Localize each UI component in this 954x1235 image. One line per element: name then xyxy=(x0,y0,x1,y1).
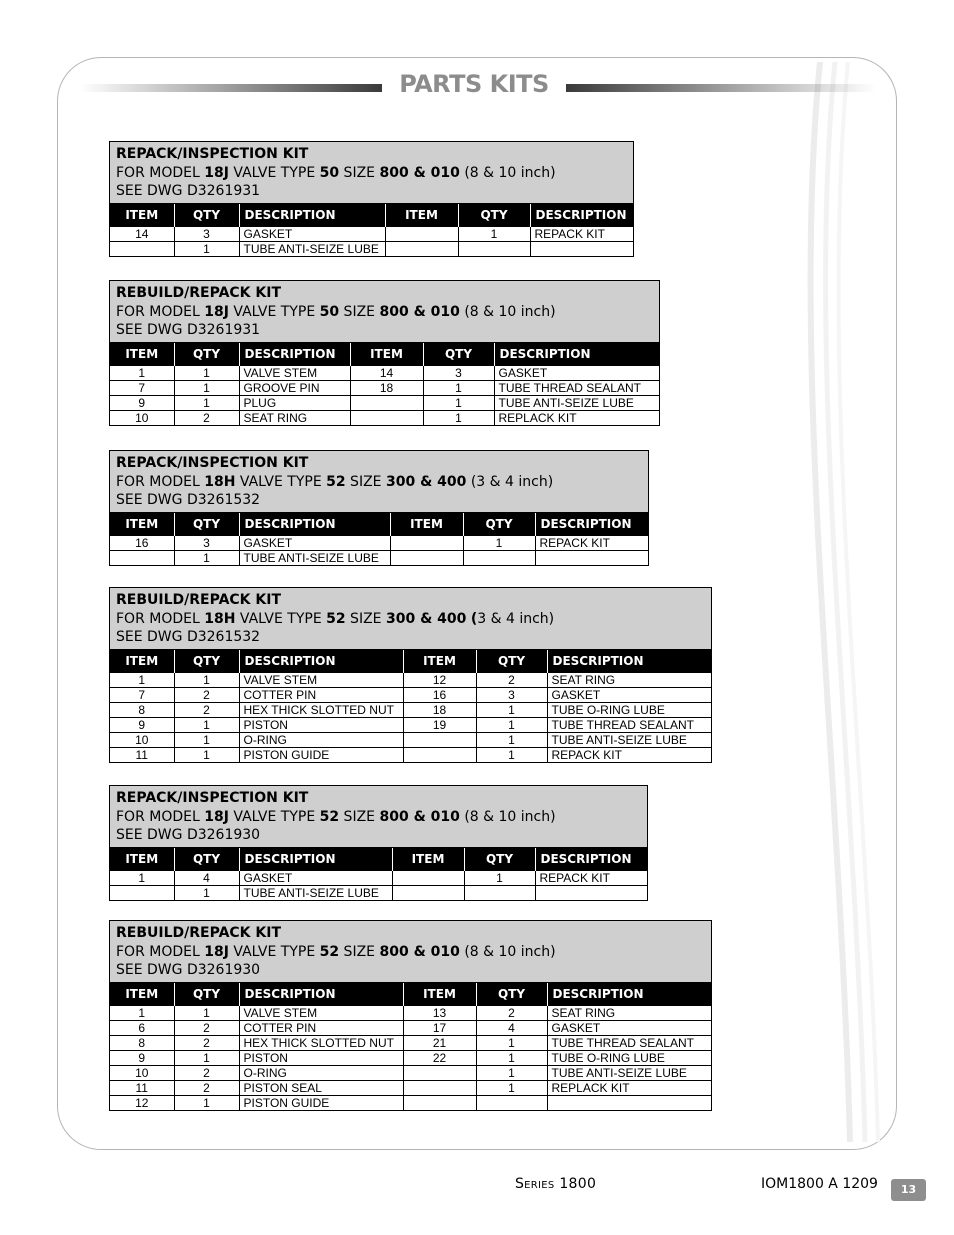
table-cell: TUBE O-RING LUBE xyxy=(547,702,711,717)
column-header: QTY xyxy=(476,650,547,673)
table-row xyxy=(110,550,648,565)
footer-document-number: IOM1800 A 1209 xyxy=(761,1176,878,1192)
table-cell: 1 xyxy=(476,702,547,717)
table-cell: REPACK KIT xyxy=(535,535,648,550)
table-row xyxy=(110,1020,711,1035)
table-cell: VALVE STEM xyxy=(239,672,403,687)
column-header: ITEM xyxy=(390,513,463,536)
table-cell: 19 xyxy=(403,717,476,732)
column-header: DESCRIPTION xyxy=(239,650,403,673)
table-cell: GASKET xyxy=(547,1020,711,1035)
table-cell: 1 xyxy=(423,410,494,425)
table-cell: TUBE ANTI-SEIZE LUBE xyxy=(239,885,392,900)
table-cell: 1 xyxy=(423,380,494,395)
column-header: ITEM xyxy=(110,204,174,227)
table-cell: 3 xyxy=(476,687,547,702)
kit-size-note: (8 & 10 inch) xyxy=(464,164,556,181)
table-cell xyxy=(535,550,648,565)
table-cell xyxy=(476,1095,547,1110)
parts-table xyxy=(110,848,647,900)
kit-model-line: FOR MODEL 18H VALVE TYPE 52 SIZE 300 & 400 (3 & 4 inch) xyxy=(116,610,555,627)
column-header: QTY xyxy=(476,983,547,1006)
table-cell: PLUG xyxy=(239,395,350,410)
table-cell: REPLACK KIT xyxy=(494,410,659,425)
parts-table xyxy=(110,650,711,762)
table-cell xyxy=(110,241,174,256)
table-cell xyxy=(385,241,458,256)
table-cell: 4 xyxy=(174,870,239,885)
table-cell: 7 xyxy=(110,687,174,702)
table-cell: TUBE ANTI-SEIZE LUBE xyxy=(494,395,659,410)
column-header: ITEM xyxy=(392,848,464,871)
table-cell: 1 xyxy=(476,717,547,732)
table-cell: 1 xyxy=(174,395,239,410)
kit-valve-type: 52 xyxy=(326,473,346,490)
table-cell: 2 xyxy=(174,1035,239,1050)
table-cell: TUBE THREAD SEALANT xyxy=(547,1035,711,1050)
column-header: QTY xyxy=(464,848,535,871)
column-header: DESCRIPTION xyxy=(239,343,350,366)
column-header: DESCRIPTION xyxy=(239,983,403,1006)
table-cell: 22 xyxy=(403,1050,476,1065)
kit-valve-type: 52 xyxy=(319,943,340,960)
table-cell: GASKET xyxy=(239,535,390,550)
table-cell: GASKET xyxy=(547,687,711,702)
kit-size: 300 & 400 xyxy=(385,473,467,490)
kit-header xyxy=(110,786,647,848)
kit-size: 800 & 010 xyxy=(379,164,460,181)
kit-valve-type: 52 xyxy=(326,610,346,627)
column-header: ITEM xyxy=(110,650,174,673)
table-cell: 1 xyxy=(476,1080,547,1095)
kit-size: 800 & 010 xyxy=(379,808,460,825)
table-cell: 10 xyxy=(110,1065,174,1080)
column-header: DESCRIPTION xyxy=(547,983,711,1006)
table-cell: 1 xyxy=(458,226,530,241)
table-cell: 2 xyxy=(174,687,239,702)
table-cell xyxy=(392,870,464,885)
table-cell: TUBE ANTI-SEIZE LUBE xyxy=(547,732,711,747)
kit-drawing-ref: SEE DWG D3261931 xyxy=(116,183,261,200)
table-cell: 1 xyxy=(174,550,239,565)
table-cell: TUBE THREAD SEALANT xyxy=(547,717,711,732)
table-cell: 7 xyxy=(110,380,174,395)
parts-table xyxy=(110,983,711,1110)
kit-size-paren: ( xyxy=(470,610,478,627)
kit-header xyxy=(110,921,711,983)
table-row xyxy=(110,365,659,380)
table-cell xyxy=(403,1095,476,1110)
column-header: QTY xyxy=(458,204,530,227)
column-header: DESCRIPTION xyxy=(239,513,390,536)
column-header: ITEM xyxy=(110,848,174,871)
table-cell: 9 xyxy=(110,395,174,410)
column-header: QTY xyxy=(174,650,239,673)
table-cell: COTTER PIN xyxy=(239,1020,403,1035)
kit-model: 18J xyxy=(204,164,229,181)
kit-title: REPACK/INSPECTION KIT xyxy=(116,146,309,162)
table-cell: 1 xyxy=(476,747,547,762)
table-cell: 11 xyxy=(110,1080,174,1095)
column-header: QTY xyxy=(174,983,239,1006)
table-cell: GASKET xyxy=(239,226,385,241)
table-cell xyxy=(385,226,458,241)
table-cell: 1 xyxy=(476,1065,547,1080)
table-row xyxy=(110,1005,711,1020)
table-cell: O-RING xyxy=(239,732,403,747)
table-cell: 1 xyxy=(174,717,239,732)
table-cell: 1 xyxy=(174,672,239,687)
column-header: ITEM xyxy=(110,513,174,536)
table-cell: 14 xyxy=(110,226,174,241)
column-header: ITEM xyxy=(110,983,174,1006)
kit-model: 18H xyxy=(204,610,236,627)
kit-header xyxy=(110,281,659,343)
table-cell: 12 xyxy=(403,672,476,687)
table-cell: 9 xyxy=(110,717,174,732)
table-row xyxy=(110,1065,711,1080)
table-cell: 9 xyxy=(110,1050,174,1065)
table-cell: 1 xyxy=(174,1095,239,1110)
table-cell xyxy=(350,410,423,425)
column-header: DESCRIPTION xyxy=(239,848,392,871)
kit-rebuild-repack-18j-52 xyxy=(109,920,712,1111)
kit-header xyxy=(110,142,633,204)
table-cell: 12 xyxy=(110,1095,174,1110)
table-cell: SEAT RING xyxy=(547,672,711,687)
table-cell: 2 xyxy=(174,1080,239,1095)
table-row xyxy=(110,1050,711,1065)
table-cell: 16 xyxy=(110,535,174,550)
table-cell: 1 xyxy=(110,870,174,885)
table-row xyxy=(110,395,659,410)
table-cell: 11 xyxy=(110,747,174,762)
table-row xyxy=(110,1080,711,1095)
kit-model: 18H xyxy=(204,473,236,490)
column-header: QTY xyxy=(174,204,239,227)
table-cell: PISTON GUIDE xyxy=(239,747,403,762)
table-row xyxy=(110,870,647,885)
table-cell xyxy=(530,241,633,256)
table-cell xyxy=(535,885,647,900)
table-cell: 1 xyxy=(174,380,239,395)
table-row xyxy=(110,885,647,900)
table-cell xyxy=(463,550,535,565)
table-row xyxy=(110,732,711,747)
column-header: QTY xyxy=(174,513,239,536)
kit-model-line: FOR MODEL 18J VALVE TYPE 52 SIZE 800 & 010 (8 & 10 inch) xyxy=(116,808,556,825)
table-cell: TUBE ANTI-SEIZE LUBE xyxy=(239,550,390,565)
table-cell: 10 xyxy=(110,732,174,747)
table-cell: 14 xyxy=(350,365,423,380)
table-cell xyxy=(390,535,463,550)
table-cell: VALVE STEM xyxy=(239,1005,403,1020)
table-cell: 1 xyxy=(463,535,535,550)
table-cell: 4 xyxy=(476,1020,547,1035)
table-cell: 18 xyxy=(350,380,423,395)
table-cell: 10 xyxy=(110,410,174,425)
kit-rebuild-repack-18j-50 xyxy=(109,280,660,426)
table-cell: VALVE STEM xyxy=(239,365,350,380)
table-cell: 18 xyxy=(403,702,476,717)
kit-title: REBUILD/REPACK KIT xyxy=(116,925,282,941)
kit-model: 18J xyxy=(204,808,229,825)
kit-model: 18J xyxy=(204,943,229,960)
table-cell: 2 xyxy=(476,1005,547,1020)
column-header: ITEM xyxy=(403,983,476,1006)
kit-size-note: (8 & 10 inch) xyxy=(464,808,556,825)
table-cell: 1 xyxy=(423,395,494,410)
table-cell: HEX THICK SLOTTED NUT xyxy=(239,702,403,717)
kit-valve-type: 50 xyxy=(319,303,340,320)
kit-header xyxy=(110,451,648,513)
kit-drawing-ref: SEE DWG D3261532 xyxy=(116,629,261,646)
table-cell xyxy=(403,747,476,762)
table-row xyxy=(110,535,648,550)
table-cell: 2 xyxy=(174,702,239,717)
table-cell: 2 xyxy=(174,1065,239,1080)
table-cell: 17 xyxy=(403,1020,476,1035)
table-row xyxy=(110,747,711,762)
table-cell: O-RING xyxy=(239,1065,403,1080)
table-cell: 1 xyxy=(174,885,239,900)
kit-repack-inspection-18j-52 xyxy=(109,785,648,901)
kit-drawing-ref: SEE DWG D3261931 xyxy=(116,322,261,339)
table-cell: 3 xyxy=(174,226,239,241)
kit-model-line: FOR MODEL 18H VALVE TYPE 52 SIZE 300 & 400 (3 & 4 inch) xyxy=(116,473,554,490)
table-cell: 1 xyxy=(174,1005,239,1020)
column-header: DESCRIPTION xyxy=(535,513,648,536)
table-cell: 13 xyxy=(403,1005,476,1020)
kit-header xyxy=(110,588,711,650)
table-cell xyxy=(464,885,535,900)
kit-size-note: (8 & 10 inch) xyxy=(464,303,556,320)
table-cell: PISTON xyxy=(239,717,403,732)
kit-size-note: (8 & 10 inch) xyxy=(464,943,556,960)
column-header: ITEM xyxy=(403,650,476,673)
table-cell: 1 xyxy=(476,1035,547,1050)
kit-title: REBUILD/REPACK KIT xyxy=(116,592,282,608)
kit-size: 800 & 010 xyxy=(379,943,460,960)
table-row xyxy=(110,717,711,732)
table-cell: 1 xyxy=(174,365,239,380)
parts-table xyxy=(110,204,633,256)
parts-table xyxy=(110,343,659,425)
kit-model-line: FOR MODEL 18J VALVE TYPE 52 SIZE 800 & 010 (8 & 10 inch) xyxy=(116,943,556,960)
column-header: DESCRIPTION xyxy=(530,204,633,227)
column-header: DESCRIPTION xyxy=(494,343,659,366)
table-cell xyxy=(547,1095,711,1110)
kit-title: REBUILD/REPACK KIT xyxy=(116,285,282,301)
table-cell: PISTON SEAL xyxy=(239,1080,403,1095)
table-row xyxy=(110,380,659,395)
kit-drawing-ref: SEE DWG D3261532 xyxy=(116,492,261,509)
table-cell: 2 xyxy=(476,672,547,687)
kit-model: 18J xyxy=(204,303,229,320)
column-header: ITEM xyxy=(110,343,174,366)
table-cell: GASKET xyxy=(239,870,392,885)
table-cell: 1 xyxy=(110,365,174,380)
column-header: ITEM xyxy=(385,204,458,227)
column-header: QTY xyxy=(423,343,494,366)
table-cell: 1 xyxy=(464,870,535,885)
table-cell: 21 xyxy=(403,1035,476,1050)
table-cell xyxy=(350,395,423,410)
table-cell: REPACK KIT xyxy=(535,870,647,885)
column-header: QTY xyxy=(174,343,239,366)
table-cell: PISTON GUIDE xyxy=(239,1095,403,1110)
kit-size: 800 & 010 xyxy=(379,303,460,320)
table-cell: 1 xyxy=(174,1050,239,1065)
table-cell: 8 xyxy=(110,1035,174,1050)
table-cell: REPACK KIT xyxy=(547,747,711,762)
table-cell: 2 xyxy=(174,410,239,425)
table-row xyxy=(110,241,633,256)
table-cell xyxy=(110,885,174,900)
kit-repack-inspection-18h-52 xyxy=(109,450,649,566)
table-cell: 16 xyxy=(403,687,476,702)
table-row xyxy=(110,1095,711,1110)
page-number-badge: 13 xyxy=(891,1179,926,1201)
kit-title: REPACK/INSPECTION KIT xyxy=(116,455,309,471)
column-header: DESCRIPTION xyxy=(535,848,647,871)
title-rule-right xyxy=(566,84,876,92)
table-row xyxy=(110,702,711,717)
table-cell xyxy=(403,1080,476,1095)
kit-size-note: (3 & 4 inch) xyxy=(470,473,554,490)
kit-valve-type: 52 xyxy=(319,808,340,825)
table-row xyxy=(110,410,659,425)
kit-size: 300 & 400 xyxy=(385,610,467,627)
table-cell: 1 xyxy=(174,241,239,256)
table-cell: 2 xyxy=(174,1020,239,1035)
table-cell: TUBE ANTI-SEIZE LUBE xyxy=(239,241,385,256)
table-cell xyxy=(403,1065,476,1080)
table-cell: 1 xyxy=(174,747,239,762)
table-row xyxy=(110,226,633,241)
table-cell: SEAT RING xyxy=(239,410,350,425)
table-cell: PISTON xyxy=(239,1050,403,1065)
table-cell: 8 xyxy=(110,702,174,717)
kit-drawing-ref: SEE DWG D3261930 xyxy=(116,962,261,979)
table-cell: HEX THICK SLOTTED NUT xyxy=(239,1035,403,1050)
table-cell xyxy=(403,732,476,747)
table-cell: 3 xyxy=(174,535,239,550)
table-cell: REPLACK KIT xyxy=(547,1080,711,1095)
swoosh-decoration xyxy=(780,62,890,1142)
table-cell: GASKET xyxy=(494,365,659,380)
table-cell xyxy=(110,550,174,565)
table-cell: 1 xyxy=(110,672,174,687)
table-cell: 1 xyxy=(476,732,547,747)
table-cell: TUBE THREAD SEALANT xyxy=(494,380,659,395)
table-cell xyxy=(390,550,463,565)
table-cell: GROOVE PIN xyxy=(239,380,350,395)
column-header: QTY xyxy=(174,848,239,871)
table-row xyxy=(110,687,711,702)
kit-model-line: FOR MODEL 18J VALVE TYPE 50 SIZE 800 & 010 (8 & 10 inch) xyxy=(116,303,556,320)
table-row xyxy=(110,672,711,687)
column-header: DESCRIPTION xyxy=(547,650,711,673)
table-cell xyxy=(458,241,530,256)
table-cell: 6 xyxy=(110,1020,174,1035)
column-header: ITEM xyxy=(350,343,423,366)
kit-rebuild-repack-18h-52 xyxy=(109,587,712,763)
kit-model-line: FOR MODEL 18J VALVE TYPE 50 SIZE 800 & 010 (8 & 10 inch) xyxy=(116,164,556,181)
table-cell xyxy=(392,885,464,900)
footer-series: Series 1800 xyxy=(515,1176,597,1192)
table-cell: 1 xyxy=(110,1005,174,1020)
table-cell: 1 xyxy=(476,1050,547,1065)
kit-size-note: 3 & 4 inch) xyxy=(477,610,555,627)
column-header: DESCRIPTION xyxy=(239,204,385,227)
table-cell: 3 xyxy=(423,365,494,380)
table-cell: REPACK KIT xyxy=(530,226,633,241)
page-title: PARTS KITS xyxy=(399,70,549,98)
table-row xyxy=(110,1035,711,1050)
kit-repack-inspection-18j-50 xyxy=(109,141,634,257)
table-cell: SEAT RING xyxy=(547,1005,711,1020)
column-header: QTY xyxy=(463,513,535,536)
parts-table xyxy=(110,513,648,565)
kit-drawing-ref: SEE DWG D3261930 xyxy=(116,827,261,844)
table-cell: COTTER PIN xyxy=(239,687,403,702)
table-cell: TUBE O-RING LUBE xyxy=(547,1050,711,1065)
title-rule-left xyxy=(80,84,382,92)
table-cell: 1 xyxy=(174,732,239,747)
table-cell: TUBE ANTI-SEIZE LUBE xyxy=(547,1065,711,1080)
kit-valve-type: 50 xyxy=(319,164,340,181)
kit-title: REPACK/INSPECTION KIT xyxy=(116,790,309,806)
